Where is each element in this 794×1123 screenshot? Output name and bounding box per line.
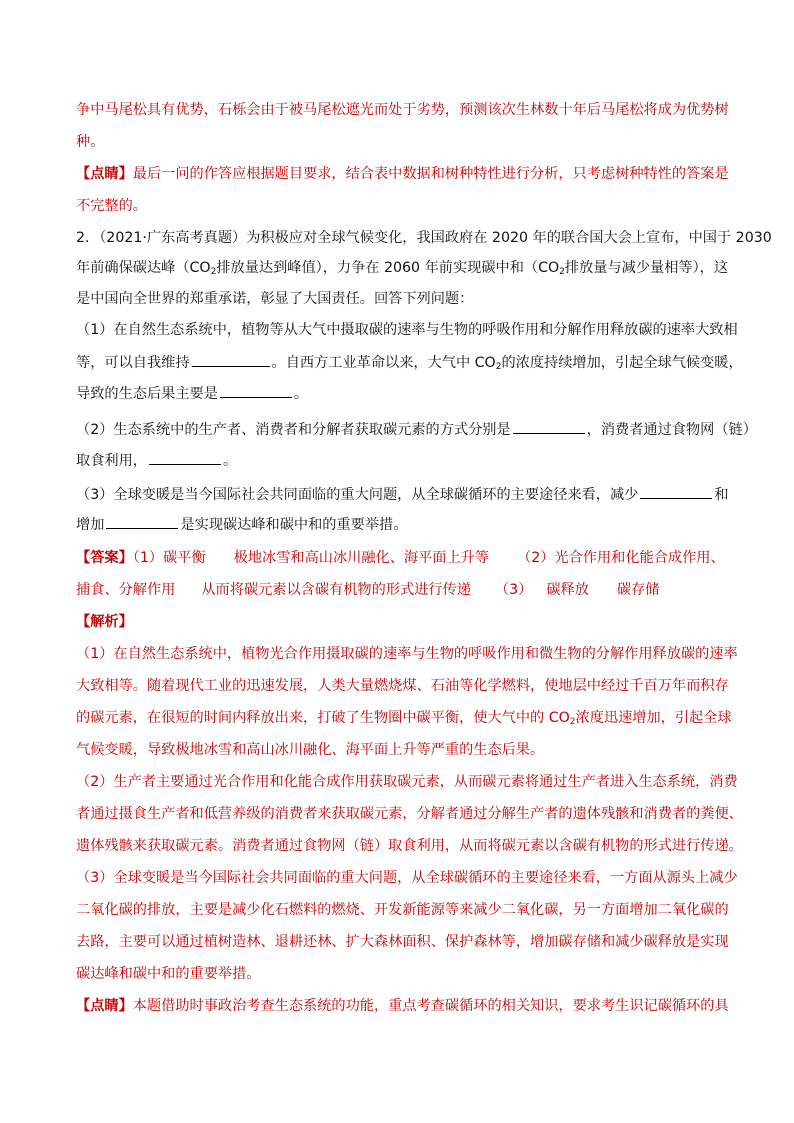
prev-tip-line-2: 不完整的。	[76, 198, 147, 214]
p1-l2-c: 的浓度持续增加，引起全球气候变暖，	[501, 355, 743, 371]
p3-l1-b: 和	[714, 487, 729, 503]
analysis-s3-line-1: （3）全球变暖是当今国际社会共同面临的重大问题，从全球碳循环的主要途径来看，一方面从源头上减少	[76, 870, 738, 886]
part1-line-1: （1）在自然生态系统中，植物等从大气中摄取碳的速率与生物的呼吸作用和分解作用释放碳的速率大致相	[76, 322, 738, 338]
answer-item-7: 碳释放	[546, 582, 589, 598]
answer-item-6: （3）	[494, 582, 533, 598]
analysis-tag: 【解析】	[76, 614, 133, 630]
prev-analysis-line-2: 种。	[76, 134, 105, 150]
analysis-s2-line-3: 遗体残骸来获取碳元素。消费者通过食物网（链）取食利用，从而将碳元素以含碳有机物的形式进行传递。	[76, 838, 743, 854]
analysis-s2-line-2: 者通过摄食生产者和低营养级的消费者来获取碳元素，分解者通过分解生产者的遗体残骸和消费者的粪便、	[76, 806, 743, 822]
part3-line-1	[76, 484, 729, 505]
q-l2-c: 排放量与减少量相等），这	[564, 260, 729, 276]
question-line-1: 2．（2021·广东高考真题）为积极应对全球气候变化，我国政府在 2020 年的联合国大会上宣布，中国于 2030	[76, 230, 772, 246]
answer-line-2	[76, 580, 659, 600]
p2-l2-b: 。	[222, 453, 238, 469]
analysis-s1-line-4: 气候变暖，导致极地冰雪和高山冰川融化、海平面上升等严重的生态后果。	[76, 742, 545, 758]
prev-analysis-line-1: 争中马尾松具有优势，石栎会由于被马尾松遮光而处于劣势，预测该次生林数十年后马尾松将成为优势树	[76, 102, 729, 118]
part2-line-1	[76, 419, 757, 440]
s1-l3-a: 的碳元素，在很短的时间内释放出来，打破了生物圈中碳平衡，使大气中的 CO	[76, 710, 570, 726]
answer-blank-6[interactable]	[106, 514, 178, 529]
p2-l1-a: （2）生态系统中的生产者、消费者和分解者获取碳元素的方式分别是	[76, 422, 511, 438]
answer-blank-4[interactable]	[149, 450, 221, 465]
part1-line-3	[76, 383, 308, 404]
prev-tip-text: 最后一问的作答应根据题目要求，结合表中数据和树种特性进行分析，只考虑树种特性的答案是	[132, 166, 729, 182]
answer-line-1	[76, 548, 725, 568]
q-l2-a: 年前确保碳达峰（CO	[76, 260, 211, 276]
prev-tip-line-1	[76, 164, 729, 184]
co2-subscript: 2	[210, 267, 217, 277]
tip-tag: 【点睛】	[76, 998, 133, 1014]
part3-line-2	[76, 514, 407, 535]
analysis-s3-line-2: 二氧化碳的排放，主要是减少化石燃料的燃烧、开发新能源等来减少二氧化碳，另一方面增加二氧化碳的	[76, 902, 729, 918]
question-line-2	[76, 258, 728, 282]
analysis-s2-line-1: （2）生产者主要通过光合作用和化能合成作用获取碳元素，从而碳元素将通过生产者进入生态系统，消费	[76, 774, 738, 790]
co2-subscript: 2	[559, 267, 565, 277]
p1-l2-a: 等，可以自我维持	[76, 355, 190, 371]
answer-item-5: 从而将碳元素以含碳有机物的形式进行传递	[201, 582, 471, 598]
answer-item-4: 捕食、分解作用	[76, 582, 176, 598]
p1-l2-b: 。自西方工业革命以来，大气中 CO	[271, 355, 496, 371]
analysis-s1-line-3	[76, 708, 732, 732]
answer-item-1: （1）碳平衡	[132, 550, 206, 566]
q-l2-b: 排放量达到峰值），力争在 2060 年前实现碳中和（CO	[216, 260, 560, 276]
p1-l3-b: 。	[293, 386, 309, 402]
answer-item-3: （2）光合作用和化能合成作用、	[517, 550, 725, 566]
prev-tip-tag: 【点睛】	[76, 166, 133, 182]
analysis-s3-line-3: 去路，主要可以通过植树造林、退耕还林、扩大森林面积、保护森林等，增加碳存储和减少碳释放是实现	[76, 934, 729, 950]
tip-text: 本题借助时事政治考查生态系统的功能，重点考查碳循环的相关知识，要求考生识记碳循环的具	[132, 998, 729, 1014]
analysis-tag-line	[76, 612, 133, 632]
answer-item-2: 极地冰雪和高山冰川融化、海平面上升等	[233, 550, 490, 566]
part2-line-2	[76, 450, 237, 471]
answer-item-8: 碳存储	[616, 582, 660, 598]
p1-l3-a: 导致的生态后果主要是	[76, 386, 218, 402]
tip-line-1	[76, 996, 729, 1016]
analysis-s1-line-1: （1）在自然生态系统中，植物光合作用摄取碳的速率与生物的呼吸作用和微生物的分解作用释放碳的速率	[76, 646, 738, 662]
p2-l1-b: ，消费者通过食物网（链）	[586, 422, 757, 438]
answer-blank-1[interactable]	[192, 352, 270, 367]
p3-l1-a: （3）全球变暖是当今国际社会共同面临的重大问题，从全球碳循环的主要途径来看，减少	[76, 487, 639, 503]
p2-l2-a: 取食利用，	[76, 453, 147, 469]
answer-blank-3[interactable]	[513, 419, 585, 434]
co2-subscript: 2	[495, 362, 502, 372]
co2-subscript: 2	[569, 717, 576, 727]
s1-l3-b: 浓度迅速增加，引起全球	[575, 710, 732, 726]
answer-blank-5[interactable]	[640, 484, 712, 499]
answer-tag: 【答案】	[76, 550, 133, 566]
analysis-s3-line-4: 碳达峰和碳中和的重要举措。	[76, 966, 261, 982]
analysis-s1-line-2: 大致相等。随着现代工业的迅速发展，人类大量燃烧煤、石油等化学燃料，使地层中经过千百万年而积存	[76, 678, 729, 694]
p3-l2-b: 是实现碳达峰和碳中和的重要举措。	[180, 517, 408, 533]
question-line-3: 是中国向全世界的郑重承诺，彰显了大国责任。回答下列问题：	[76, 291, 474, 307]
part1-line-2	[76, 352, 743, 377]
answer-blank-2[interactable]	[220, 383, 292, 398]
p3-l2-a: 增加	[76, 517, 105, 533]
